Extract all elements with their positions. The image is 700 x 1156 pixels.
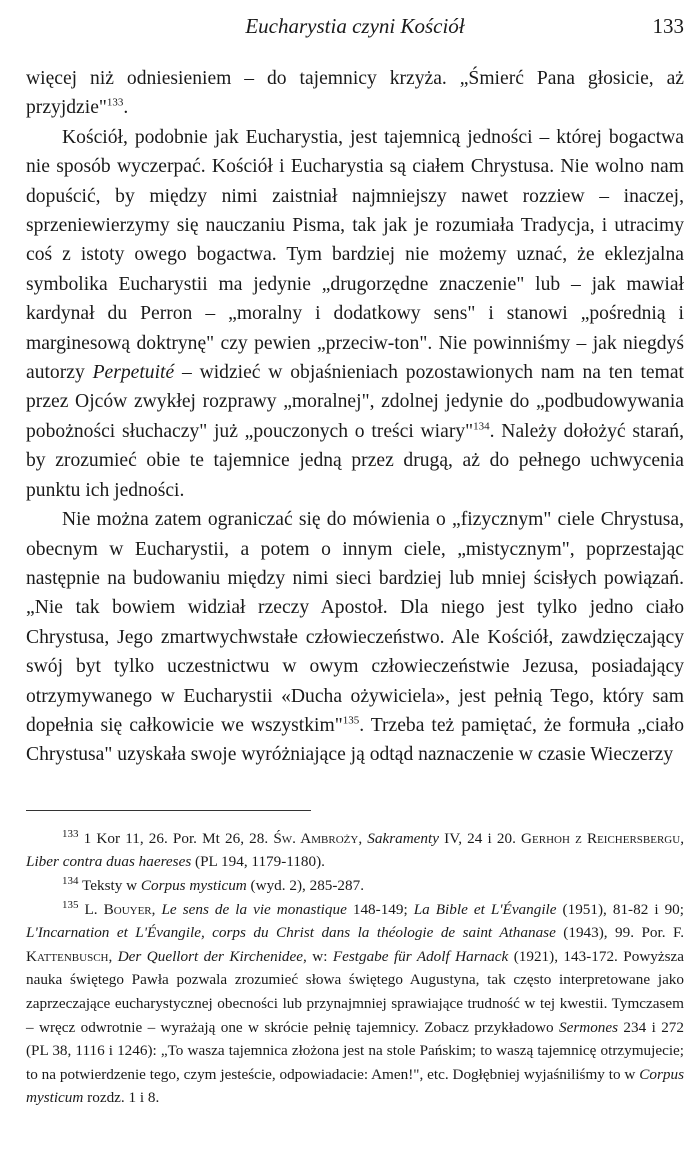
footnote-separator (26, 810, 311, 811)
page-number: 133 (652, 14, 684, 38)
footnote-ref-133[interactable]: 133 (106, 96, 124, 109)
paragraph-2: Kościół, podobnie jak Eucharystia, jest tajemnicą jedności – której bogactwa nie sposób wyczerpać. Kościół i Eucharystia są ciałem Chrystusa. Nie wolno nam dopuścić, by między nimi zaistniał najmniejszy nawet rozziew – inaczej, sprzeniewierzymy się nauczaniu Pisma, tak jak je rozumiała Tradycja, i utracimy coś z istoty owego bogactwa. Tym bardziej nie możemy uznać, że eklezjalna symbolika Eucharystii ma jedynie „drugorzędne znaczenie" lub – jak mawiał kardynał du Perron – „moralny i dodatkowy sens" i stanowi „pośrednią i marginesową doktrynę" czy pewien „przeciw-ton". Nie powinniśmy – jak niegdyś autorzy Perpetuité – widzieć w objaśnieniach pozostawionych nam na ten temat przez Ojców zwykłej rozprawy „moralnej", zdolnej jedynie do „podbudowywania pobożności słuchaczy" już „pouczonych o treści wiary"$^{134}$. Należy dołożyć starań, by zrozumieć obie te tajemnice jedną przez drugą, aż do pełnego uchwycenia punktu ich jedności. (26, 126, 685, 501)
body-text (26, 64, 684, 770)
footnote-ref-135[interactable]: 135 (342, 714, 360, 727)
running-title: Eucharystia czyni Kościół (245, 14, 465, 38)
paragraph-1: więcej niż odniesieniem – do tajemnicy krzyża. „Śmierć Pana głosicie, aż przyjdzie"$^{133}$. (26, 68, 684, 119)
paragraph-3: Nie można zatem ograniczać się do mówienia o „fizycznym" ciele Chrystusa, obecnym w Eucharystii, a potem o innym ciele, „mistycznym", poprzestając następnie na budowaniu między nimi sieci bardziej lub mniej ścisłych powiązań. „Nie tak bowiem widział rzeczy Apostoł. Dla niego jest tylko jedno ciało Chrystusa, Jego zmartwychwstałe człowieczeństwo. Ale Kościół, zawdzięczający swój byt tylko uczestnictwu w owym człowieczeństwie Jezusa, posiadający otrzymywanego w Eucharystii «Ducha ożywiciela», jest pełnią Tego, który sam dopełnia się całkowicie we wszystkim"$^{135}$. Trzeba też pamiętać, że formuła „ciało Chrystusa" uzyskała swoje wyróżniające ją odtąd naznaczenie w czasie Wieczerzy (26, 509, 684, 766)
page (26, 0, 684, 1156)
footnote-135: $^{135}$ L. Bouyer, Le sens de la vie monastique 148-149; La Bible et L'Évangile (1951), 81-82 i 90; L'Incarnation et L'Évangile, corps du Christ dans la théologie de saint Athanase (1943), 99. Por. F. Kattenbusch, Der Quellort der Kirchenidee, w: Festgabe für Adolf Harnack (1921), 143-172. Powyższa nauka świętego Pawła pozwala zrozumieć słowa świętego Augustyna, tak często interpretowane jako zaprzeczające eucharystycznej obecności lub przynajmniej sprawiające trudność w tej kwestii. Tymczasem – wręcz odwrotnie – wyrażają one w skrócie pełnię tajemnicy. Zobacz przykładowo Sermones 234 i 272 (PL 38, 1116 i 1246): „To wasza tajemnica złożona jest na stole Pańskim; to waszą tajemnicę otrzymujecie; to na potwierdzenie tego, czym jesteście, odpowiadacie: Amen!", etc. Dogłębniej wyjaśniliśmy to w Corpus mysticum rozdz. 1 i 8. (26, 898, 685, 1107)
page-header (26, 0, 684, 50)
footnotes (26, 827, 684, 1110)
footnote-134: $^{134}$ Teksty w Corpus mysticum (wyd. 2), 285-287. (62, 874, 365, 894)
footnote-ref-134[interactable]: 134 (473, 420, 490, 433)
footnote-133: $^{133}$ 1 Kor 11, 26. Por. Mt 26, 28. Św. Ambroży, Sakramenty IV, 24 i 20. Gerhoh z Reichersbergu, Liber contra duas haereses (PL 194, 1179-1180). (26, 827, 684, 871)
